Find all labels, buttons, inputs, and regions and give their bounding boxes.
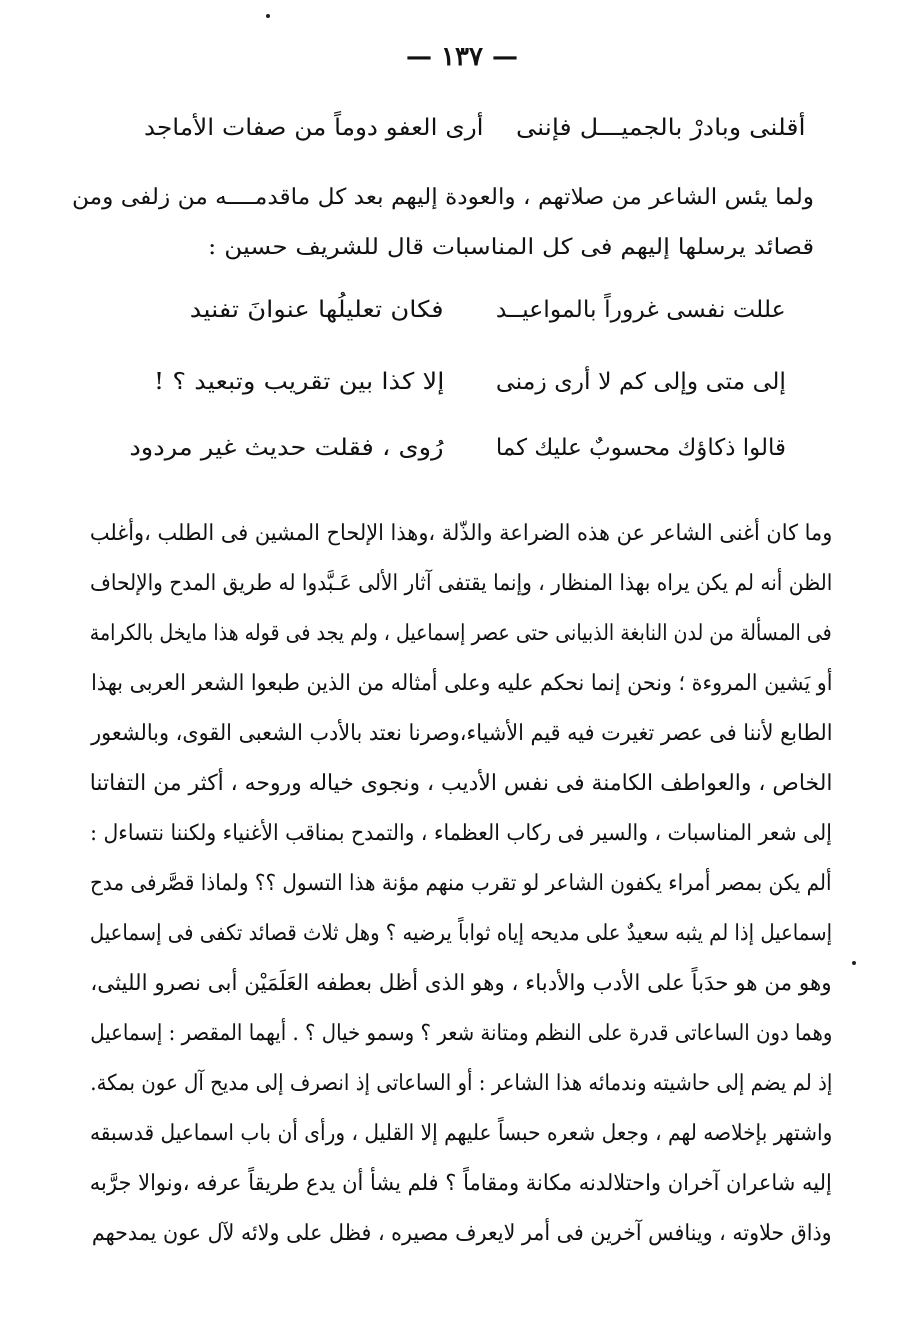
intro-line: قصائد يرسلها إليهم فى كل المناسبات قال للشريف حسين : [207, 235, 814, 260]
verse-first-hemistich: قالوا ذكاؤك محسوبٌ عليك كما [495, 435, 786, 461]
body-line: الطابع لأننا فى عصر تغيرت فيه قيم الأشياء،وصرنا نعتد بالأدب الشعبى القوى، وبالشعور [90, 721, 832, 746]
poem-verse [0, 428, 924, 468]
body-line: وما كان أغنى الشاعر عن هذه الضراعة والذّلة ،وهذا الإلحاح المشين فى الطلب ،وأغلب [89, 521, 832, 546]
body-line: وهما دون الساعاتى قدرة على النظم ومتانة شعر ؟ وسمو خيال ؟ . أيهما المقصر : إسماعيل [89, 1021, 832, 1046]
scan-speck [852, 961, 856, 965]
body-line: إذ لم يضم إلى حاشيته وندمائه هذا الشاعر : أو الساعاتى إذ انصرف إلى مديح آل عون بمكة. [89, 1071, 832, 1096]
body-line: الظن أنه لم يكن يراه بهذا المنظار ، وإنما يقتفى آثار الألى عَـبَّدوا له طريق المدح والإلحاف [89, 571, 832, 596]
body-line: أو يَشين المروءة ؛ ونحن إنما نحكم عليه وعلى أمثاله من الذين طبعوا الشعر العربى بهذا [90, 671, 832, 696]
body-line: الخاص ، والعواطف الكامنة فى نفس الأديب ، ونجوى خياله وروحه ، أكثر من التفاتنا [89, 771, 832, 796]
verse-second-hemistich: إلا كذا بين تقريب وتبعيد ؟ ! [153, 369, 444, 395]
verse-second-hemistich: فكان تعليلُها عنوانَ تفنيد [190, 297, 444, 323]
verse-second-hemistich: أرى العفو دوماً من صفات الأماجد [144, 115, 484, 141]
body-line: إسماعيل إذا لم يثبه سعيدٌ على مديحه إياه ثواباً يرضيه ؟ وهل ثلاث قصائد تكفى فى إسماعيل [89, 921, 832, 946]
intro-line: ولما يئس الشاعر من صلاتهم ، والعودة إليهم بعد كل ماقدمــــه من زلفى ومن [71, 185, 814, 210]
body-line: ألم يكن بمصر أمراء يكفون الشاعر لو تقرب منهم مؤنة هذا التسول ؟؟ ولماذا قصَّرفى مدح [90, 871, 832, 896]
body-line: واشتهر بإخلاصه لهم ، وجعل شعره حبساً عليهم إلا القليل ، ورأى أن باب اسماعيل قدسبقه [89, 1121, 832, 1146]
verse-first-hemistich: أقلنى وبادرْ بالجميـــل فإننى [516, 115, 806, 141]
body-line: وهو من هو حدَباً على الأدب والأدباء ، وهو الذى أظل بعطفه العَلَمَيْن أبى نصرو الليثى، [90, 971, 832, 996]
scan-speck [266, 14, 270, 18]
poem-verse [0, 362, 924, 402]
body-line: إليه شاعران آخران واحتلالدنه مكانة ومقاماً ؟ فلم يشأ أن يدع طريقاً عرفه ،ونوالا جرَّبه [89, 1171, 832, 1196]
verse-first-hemistich: إلى متى وإلى كم لا أرى زمنى [495, 369, 786, 395]
verse-second-hemistich: رُوى ، فقلت حديث غير مردود [129, 435, 444, 461]
opening-verse [0, 108, 924, 148]
body-line: إلى شعر المناسبات ، والسير فى ركاب العظماء ، والتمدح بمناقب الأغنياء ولكننا نتساءل : [90, 821, 832, 846]
verse-first-hemistich: عللت نفسى غروراً بالمواعيــد [496, 297, 786, 323]
body-line: وذاق حلاوته ، وينافس آخرين فى أمر لايعرف مصيره ، فظل على ولائه لآل عون يمدحهم [92, 1221, 832, 1246]
body-line: فى المسألة من لدن النابغة الذبيانى حتى عصر إسماعيل ، ولم يجد فى قوله هذا مايخل بالكرامة [90, 621, 832, 646]
page-number: — ١٣٧ — [405, 42, 519, 72]
poem-verse [0, 290, 924, 330]
